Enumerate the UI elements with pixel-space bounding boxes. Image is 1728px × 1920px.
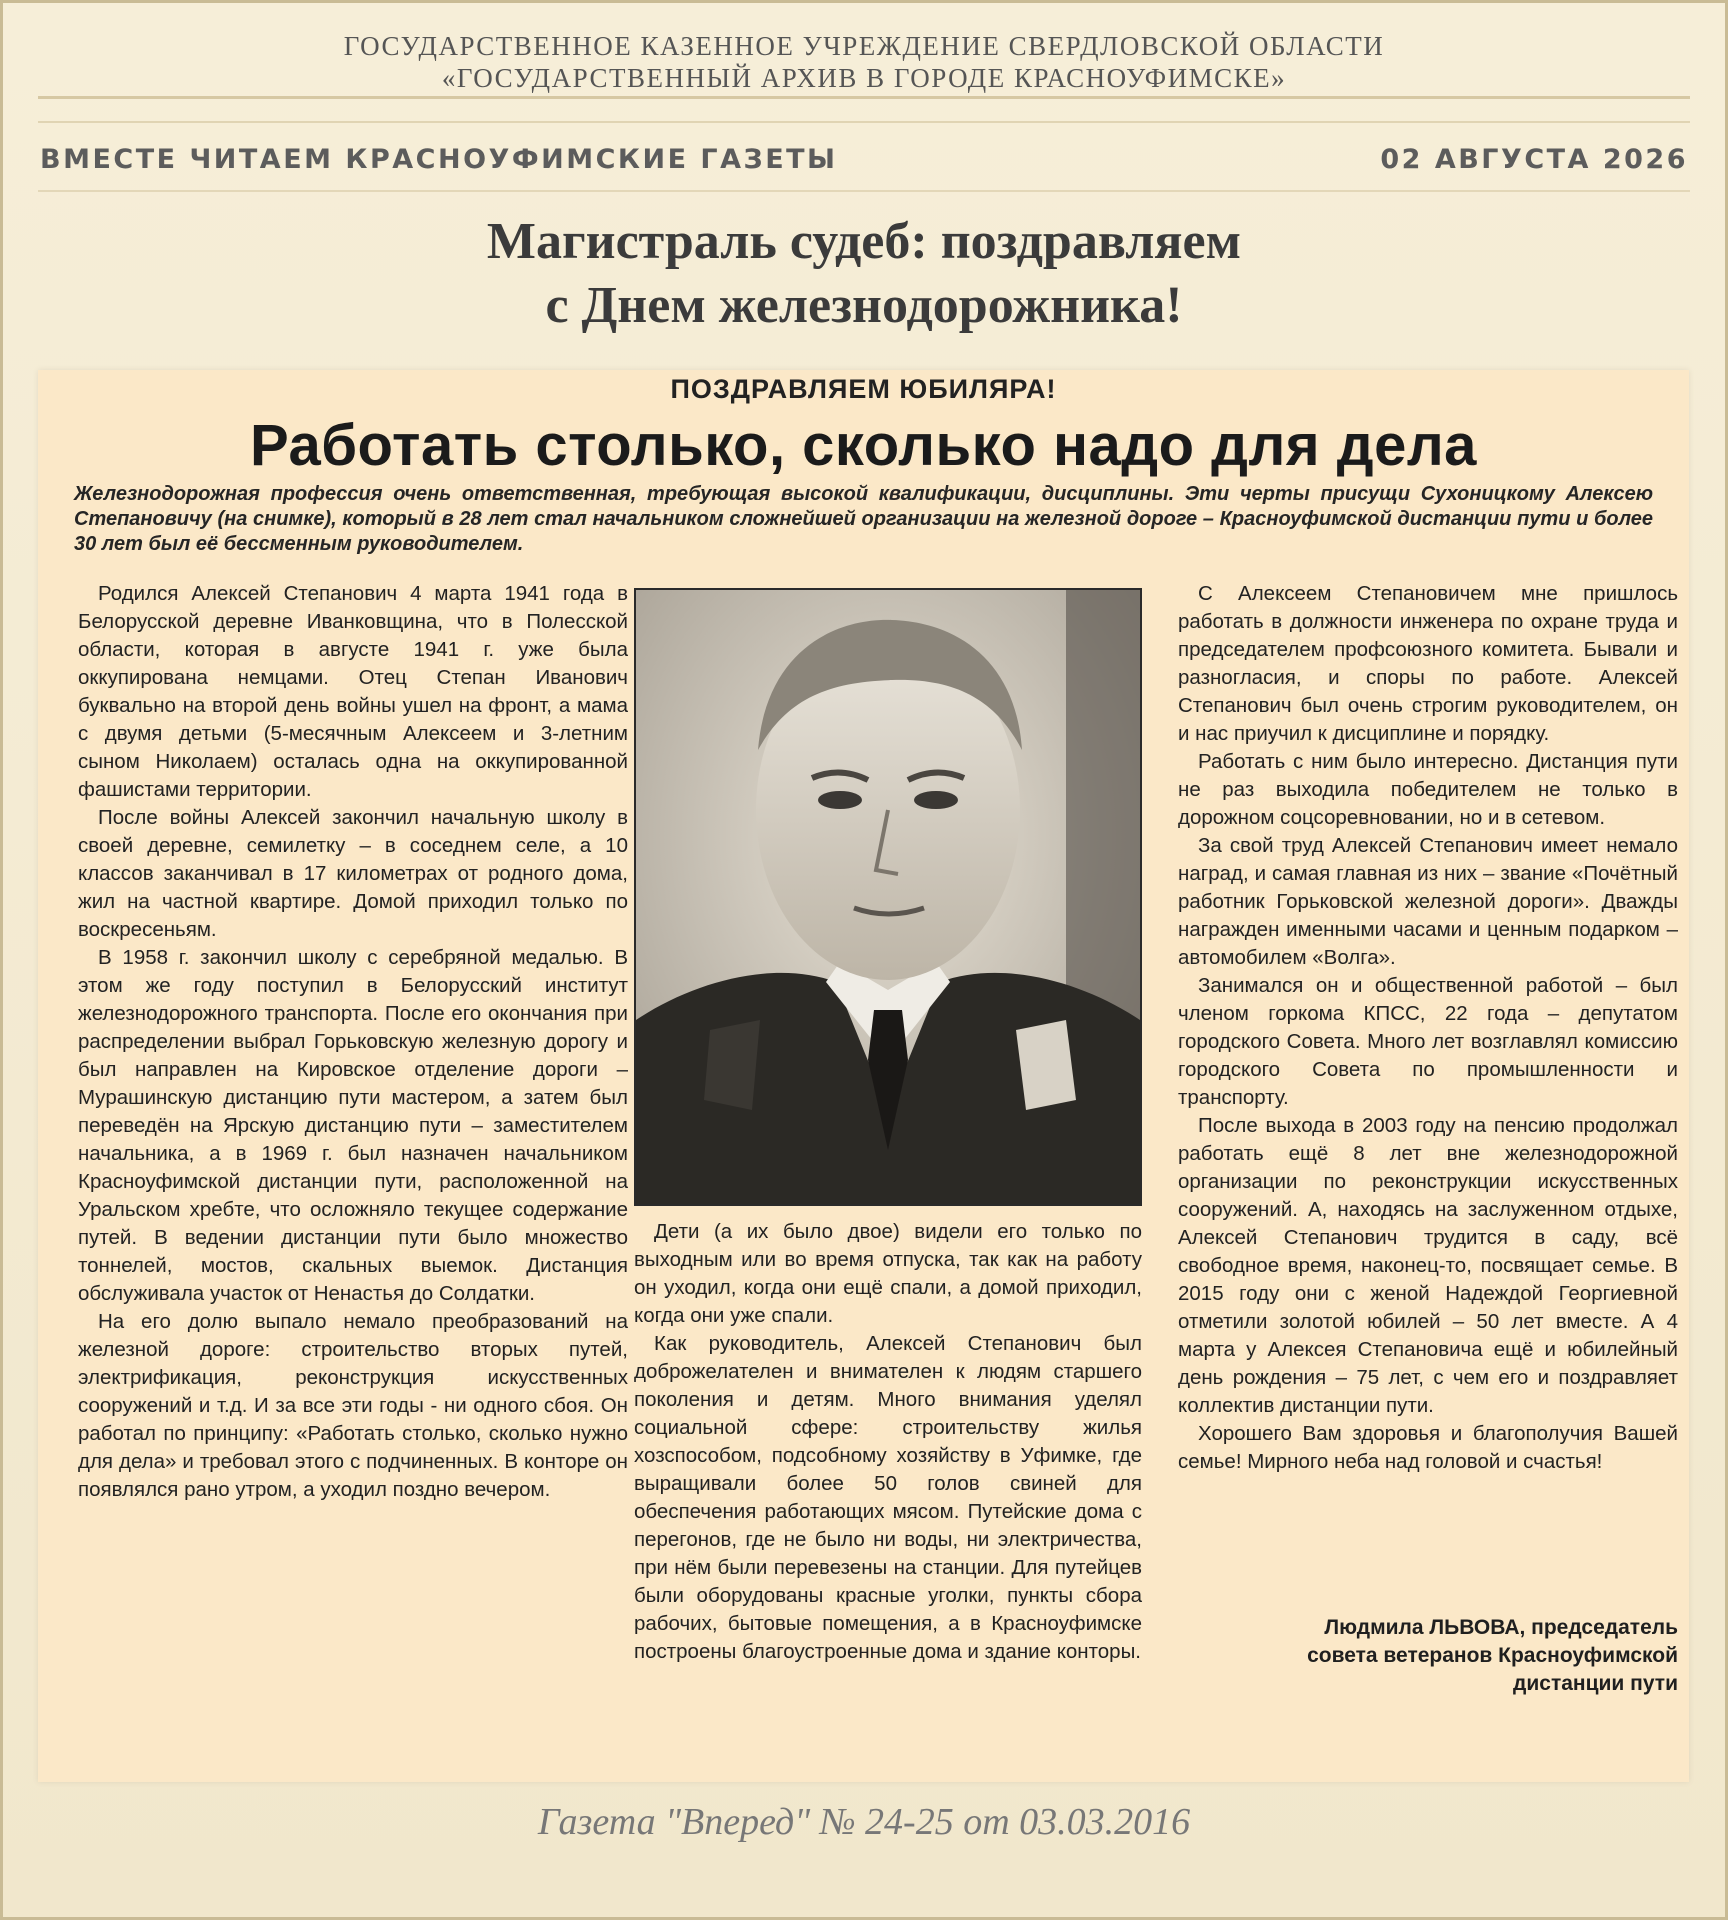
portrait-photo [634, 588, 1142, 1206]
divider [38, 190, 1690, 192]
headline-line-1: Магистраль судеб: поздравляем [486, 213, 1242, 270]
paragraph: Работать с ним было интересно. Дистанция пути не раз выходила победителем не только в дорожном соцсоревновании, но и в сетевом. [1178, 750, 1678, 829]
signature-line-3: дистанции пути [1513, 1672, 1678, 1695]
paragraph: Дети (а их было двое) видели его только по выходным или во время отпуска, так как на работу он уходил, когда они ещё спали, а домой приходил, когда они уже спали. [634, 1220, 1142, 1327]
paragraph: Хорошего Вам здоровья и благополучия Вашей семье! Мирного неба над головой и счастья! [1178, 1422, 1678, 1473]
signature-line-1: Людмила ЛЬВОВА, председатель [1324, 1616, 1678, 1639]
portrait-illustration [636, 590, 1140, 1204]
clipping-kicker: ПОЗДРАВЛЯЕМ ЮБИЛЯРА! [670, 374, 1057, 404]
archive-header [0, 30, 1728, 94]
paragraph: С Алексеем Степановичем мне пришлось работать в должности инженера по охране труда и председателем профсоюзного комитета. Бывали и разногласия, и споры по работе. Алексей Степанович был очень строгим руководителем, он и нас приучил к дисциплине и порядку. [1178, 582, 1678, 745]
org-line-2: «ГОСУДАРСТВЕННЫЙ АРХИВ В ГОРОДЕ КРАСНОУФИМСКЕ» [441, 63, 1287, 93]
org-line-1: ГОСУДАРСТВЕННОЕ КАЗЕННОЕ УЧРЕЖДЕНИЕ СВЕРДЛОВСКОЙ ОБЛАСТИ [343, 31, 1385, 61]
author-signature [1178, 1614, 1678, 1698]
paragraph: В 1958 г. закончил школу с серебряной медалью. В этом же году поступил в Белорусский институт железнодорожного транспорта. После его окончания при распределении выбрал Горьковскую железную дорогу и был направлен на Кировское отделение дороги – Мурашинскую дистанцию пути мастером, а затем был переведён на Ярскую дистанцию пути – заместителем начальника, а в 1969 г. был назначен начальником Красноуфимской дистанции пути, расположенной на Уральском хребте, что осложняло текущее содержание путей. В ведении дистанции пути было множество тоннелей, мостов, скальных выемок. Дистанция обслуживала участок от Ненастья до Солдатки. [78, 946, 628, 1305]
paragraph: На его долю выпало немало преобразований на железной дороге: строительство вторых путей, электрификация, реконструкция искусственных сооружений и т.д. И за все эти годы - ни одного сбоя. Он работал по принципу: «Работать столько, сколько нужно для дела» и требовал этого с подчиненных. В конторе он появлялся рано утром, а уходил поздно вечером. [78, 1310, 628, 1501]
rubric-title: ВМЕСТЕ ЧИТАЕМ КРАСНОУФИМСКИЕ ГАЗЕТЫ [40, 144, 838, 175]
headline-line-2: с Днем железнодорожника! [545, 277, 1183, 334]
publication-date: 02 АВГУСТА 2026 [1380, 144, 1688, 175]
article-column-2 [634, 1218, 1142, 1666]
paragraph: За свой труд Алексей Степанович имеет немало наград, и самая главная из них – звание «Почётный работник Горьковской железной дороги». Дважды награжден именными часами и ценным подарком – автомобилем «Волга». [1178, 834, 1678, 969]
signature-line-2: совета ветеранов Красноуфимской [1307, 1644, 1678, 1667]
page-headline [0, 210, 1728, 338]
source-caption: Газета "Вперед" № 24-25 от 03.03.2016 [537, 1801, 1191, 1843]
paragraph: Занимался он и общественной работой – был членом горкома КПСС, 22 года – депутатом городского Совета. Много лет возглавлял комиссию городского Совета по промышленности и транспорту. [1178, 974, 1678, 1109]
paragraph: Родился Алексей Степанович 4 марта 1941 года в Белорусской деревне Иванковщина, что в Полесской области, которая в августе 1941 г. уже была оккупирована немцами. Отец Степан Иванович буквально на второй день войны ушел на фронт, а мама с двумя детьми (5-месячным Алексеем и 3-летним сыном Николаем) осталась одна на оккупированной фашистами территории. [78, 582, 628, 801]
clipping-title: Работать столько, сколько надо для дела [250, 413, 1477, 478]
clipping-lead: Железнодорожная профессия очень ответственная, требующая высокой квалификации, дисциплины. Эти черты присущи Сухоницкому Алексею Степановичу (на снимке), который в 28 лет стал начальником сложнейшей организации на железной дороге – Красноуфимской дистанции пути и более 30 лет был её бессменным руководителем. [74, 483, 1653, 555]
paragraph: После выхода в 2003 году на пенсию продолжал работать ещё 8 лет вне железнодорожной организации по реконструкции искусственных сооружений. А, находясь на заслуженном отдыхе, Алексей Степанович трудится в саду, всё свободное время, наконец-то, посвящает семье. В 2015 году они с женой Надеждой Георгиевной отметили золотой юбилей – 50 лет вместе. А 4 марта у Алексея Степановича ещё и юбилейный день рождения – 75 лет, с чем его и поздравляет коллектив дистанции пути. [1178, 1114, 1678, 1417]
paragraph: После войны Алексей закончил начальную школу в своей деревне, семилетку – в соседнем селе, а 10 классов заканчивал в 17 километрах от родного дома, жил на частной квартире. Домой приходил только по воскресеньям. [78, 806, 628, 941]
newspaper-clipping [38, 370, 1689, 1782]
divider [38, 121, 1690, 123]
divider [38, 96, 1690, 99]
paragraph: Как руководитель, Алексей Степанович был доброжелателен и внимателен к людям старшего поколения и детям. Много внимания уделял социальной сфере: строительству жилья хозспособом, подсобному хозяйству в Уфимке, где выращивали более 50 голов свиней для обеспечения работающих мясом. Путейские дома с перегонов, где не было ни воды, ни электричества, при нём были перевезены на станции. Для путейцев были оборудованы красные уголки, пункты сбора рабочих, бытовые помещения, а в Красноуфимске построены благоустроенные дома и здание конторы. [634, 1332, 1142, 1663]
article-column-1 [78, 580, 628, 1504]
article-column-3 [1178, 580, 1678, 1476]
